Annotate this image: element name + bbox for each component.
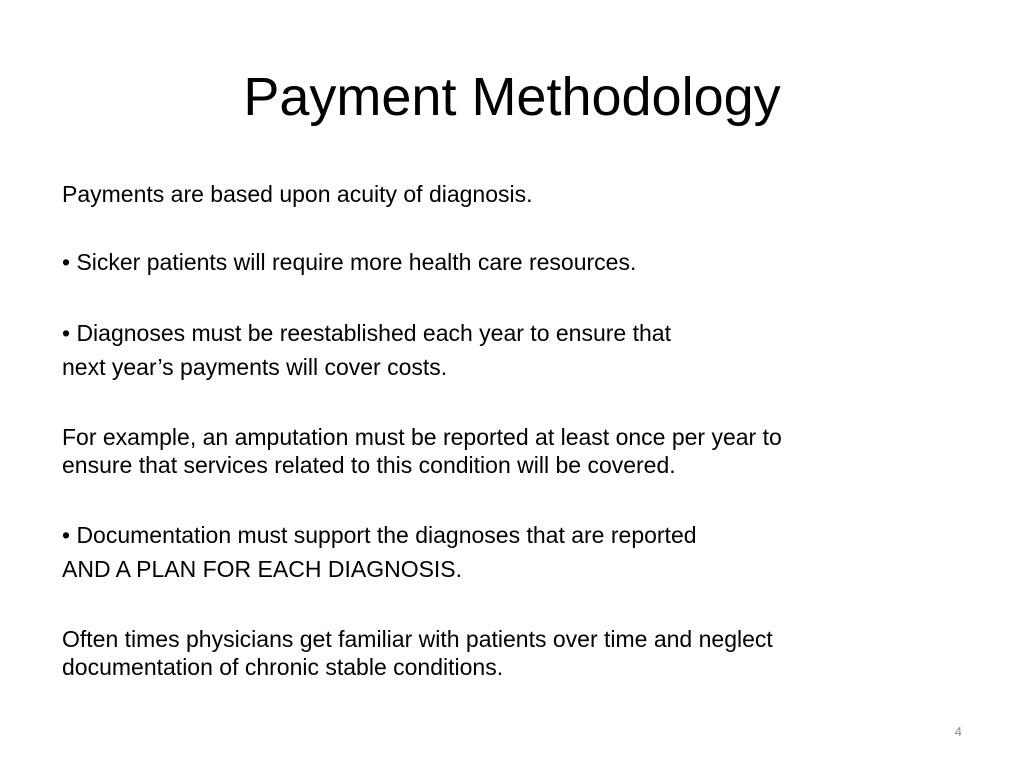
paragraph-line: Payments are based upon acuity of diagnosis. bbox=[62, 181, 533, 207]
paragraph-line: documentation of chronic stable conditions. bbox=[62, 654, 504, 680]
paragraph-physicians-neglect bbox=[62, 625, 962, 681]
bullet-documentation-support bbox=[62, 518, 962, 586]
paragraph-line: • Diagnoses must be reestablished each year to ensure that bbox=[62, 320, 671, 346]
paragraph-amputation-example bbox=[62, 423, 962, 479]
slide-body bbox=[62, 180, 962, 720]
paragraph-line: next year’s payments will cover costs. bbox=[62, 354, 448, 380]
paragraph-line: For example, an amputation must be reported at least once per year to bbox=[62, 424, 782, 450]
paragraph-payments-basis bbox=[62, 180, 962, 209]
paragraph-line: • Documentation must support the diagnoses that are reported bbox=[62, 522, 697, 548]
paragraph-line: AND A PLAN FOR EACH DIAGNOSIS. bbox=[62, 556, 463, 582]
paragraph-line: • Sicker patients will require more health care resources. bbox=[62, 249, 637, 275]
slide-title: Payment Methodology bbox=[243, 67, 781, 127]
paragraph-line: ensure that services related to this condition will be covered. bbox=[62, 452, 676, 478]
paragraph-line: Often times physicians get familiar with patients over time and neglect bbox=[62, 626, 773, 652]
bullet-sicker-patients bbox=[62, 248, 962, 277]
slide-number: 4 bbox=[954, 724, 962, 739]
bullet-diagnoses-reestablished bbox=[62, 316, 962, 384]
